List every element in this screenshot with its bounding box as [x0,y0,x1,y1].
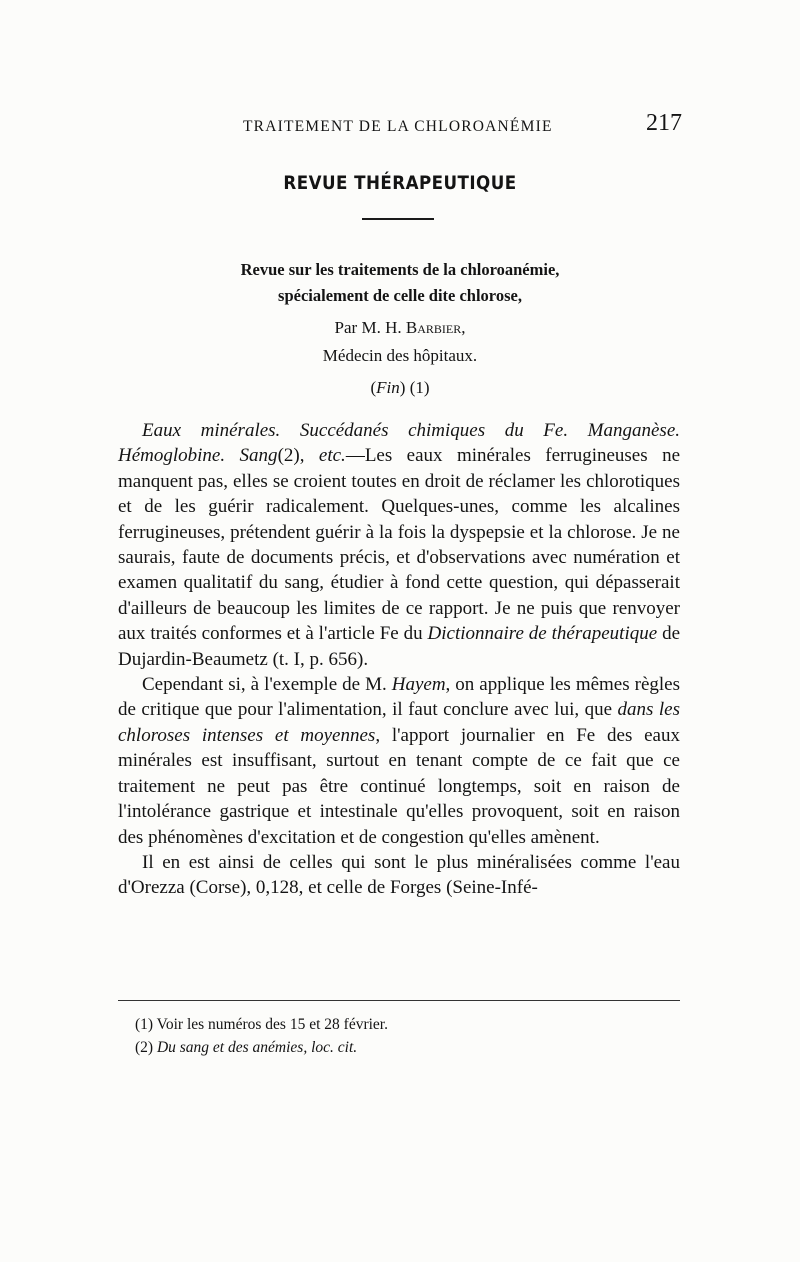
body-text [118,418,680,901]
running-head [118,110,682,144]
footnote-2-number: (2) [135,1039,157,1056]
page-number: 217 [646,110,682,136]
footnote-1: (1) Voir les numéros des 15 et 28 février. [135,1016,388,1033]
p2-italic: dans les chloroses intenses et moyennes [118,699,680,746]
p1-text-a: —Les eaux minérales ferrugineuses ne manquent pas, elles se croient toutes en droit de réclamer les chlorotiques et de les guérir radicalement. Quelques-unes, comme les alcalines ferrugineuses, prétendent guérir à la fois la dyspepsie et la chlorose. Je ne saurais, faute de documents précis, et d'observations avec numération et examen qualitatif du sang, étudier à fond cette question, qui dépasserait d'ailleurs de beaucoup les limites de ce rapport. Je ne puis que renvoyer aux traités conformes et à l'article Fe du [118,445,680,645]
section-title: REVUE THÉRAPEUTIQUE [283,172,517,194]
paragraph-2 [118,672,680,850]
p1-text-b: de Dujardin-Beaumetz (t. I, p. 656). [118,623,680,670]
p1-heading: Eaux minérales. Succédanés chimiques du Fe. Manganèse. Hémoglobine. Sang [118,420,680,467]
article-title [120,257,680,309]
p2-hayem: Hayem [391,674,446,696]
footnotes [135,1013,680,1059]
author-prefix: Par M. H. [334,318,406,337]
byline [0,314,800,370]
p1-heading-note: (2), [277,445,319,467]
p2-text-a: Cependant si, à l'exemple de M. [142,674,392,696]
p1-dictionary: Dictionnaire de thérapeutique [427,623,658,645]
fin-note: (1) [405,378,430,397]
article-title-line1: Revue sur les traitements de la chloroanémie, [240,260,560,279]
p2-text-b: , on applique les mêmes règles de critique que pour l'alimentation, il faut conclure avec lui, que [118,674,680,721]
footnote-2 [135,1036,680,1059]
title-rule [362,218,434,220]
paragraph-3: Il en est ainsi de celles qui sont le plus minéralisées comme l'eau d'Orezza (Corse), 0,128, et celle de Forges (Seine-Infé- [118,851,680,899]
footnote-2-text: Du sang et des anémies, loc. cit. [156,1039,358,1056]
article-title-line2: spécialement de celle dite chlorose, [278,286,522,305]
running-title: TRAITEMENT DE LA CHLOROANÉMIE [243,118,553,135]
fin-label: Fin [376,378,400,397]
paragraph-1 [118,418,680,672]
fin-marker: (Fin) (1) [370,378,430,397]
author-line [0,314,800,342]
p2-text-c: , l'apport journalier en Fe des eaux minérales est insuffisant, surtout en tenant compte de ce fait que ce traitement ne peut pas être continué longtemps, soit en raison de l'intolérance gastrique et intestinale qu'elles provoquent, soit en raison des phénomènes d'excitation et de congestion qu'elles amènent. [118,724,680,848]
author-role: Médecin des hôpitaux. [322,346,478,365]
footnote-rule [118,1000,680,1001]
p1-heading-etc: etc. [318,445,346,467]
author-surname: Barbier, [405,318,466,337]
